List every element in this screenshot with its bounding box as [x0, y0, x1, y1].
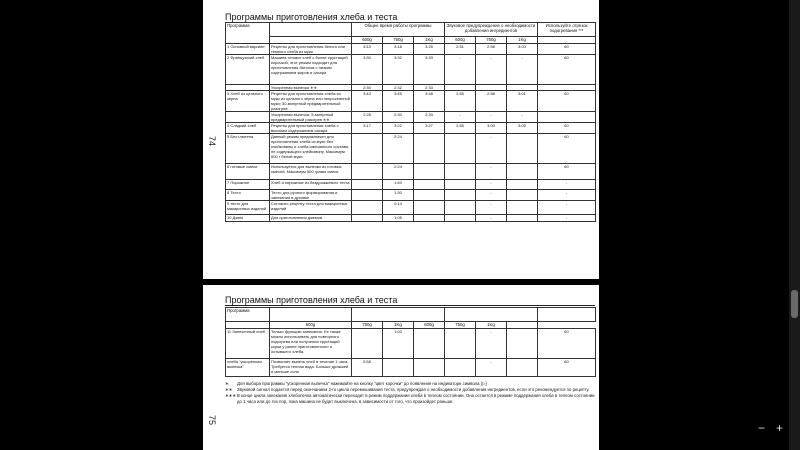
page-74 [203, 0, 599, 279]
table-row [226, 359, 596, 377]
size-header: 600g [445, 37, 476, 44]
program-description: Рецепты для приготовления белого или темного хлеба из муки [270, 44, 352, 55]
total-time-cell: 2:28 [352, 112, 383, 123]
beep-time-cell [445, 164, 476, 180]
total-time-cell: 2:32 [383, 85, 414, 91]
keep-warm-cell: - [538, 215, 596, 222]
keep-warm-cell: 60 [538, 329, 596, 359]
total-time-cell: 0:14 [383, 201, 414, 215]
size-header: 600g [352, 37, 383, 44]
beep-time-cell: - [476, 55, 507, 85]
program-name: 9 тесто для макаронных изделий [226, 201, 270, 215]
total-time-cell [414, 215, 445, 222]
beep-time-cell: - [476, 201, 507, 215]
beep-time-cell: - [445, 112, 476, 123]
beep-time-cell: 3:00 [476, 123, 507, 134]
header-empty [270, 37, 352, 44]
beep-time-cell: 2:55 [445, 123, 476, 134]
beep-time-cell: 3:01 [507, 91, 538, 112]
beep-time-cell: 2:58 [476, 91, 507, 112]
size-header: 750g [383, 37, 414, 44]
beep-time-cell [445, 329, 476, 359]
page-number: 74 [207, 135, 218, 147]
footnote [225, 393, 595, 405]
zoom-in-button[interactable]: + [776, 421, 784, 435]
total-time-cell: 3:17 [352, 123, 383, 134]
header-beep: Звуковое предупреждение о необходимости добавления ингредиентов [445, 23, 538, 37]
program-name: 7 Пирожное [226, 180, 270, 190]
table-row [226, 164, 596, 180]
beep-time-cell [445, 180, 476, 190]
beep-time-cell: - [476, 359, 507, 377]
scrollbar-thumb[interactable] [791, 290, 798, 318]
beep-time-cell: - [476, 215, 507, 222]
table-row [226, 91, 596, 112]
total-time-cell: 3:22 [383, 123, 414, 134]
size-header: 1Kg [414, 37, 445, 44]
size-header: 1Kg [383, 322, 414, 329]
program-description: Ускоренная выпечка ∗∗ [270, 85, 352, 91]
header-keep-warm: Используйте отрезок подогревания *** [538, 23, 596, 37]
total-time-cell: 1:40 [383, 180, 414, 190]
program-description: Рецепты для приготовления хлеба с высоким содержанием сахара [270, 123, 352, 134]
total-time-cell [352, 201, 383, 215]
beep-time-cell [445, 190, 476, 201]
beep-time-cell [445, 134, 476, 164]
program-table [225, 22, 596, 222]
total-time-cell: 2:30 [383, 112, 414, 123]
table-row [226, 201, 596, 215]
vertical-scrollbar[interactable] [789, 0, 800, 450]
beep-time-cell: - [476, 164, 507, 180]
program-name [226, 112, 270, 123]
page-75 [203, 285, 599, 450]
table-row [226, 329, 596, 359]
beep-time-cell: - [507, 112, 538, 123]
total-time-cell: 3:18 [383, 44, 414, 55]
total-time-cell: 0:58 [352, 359, 383, 377]
total-time-cell [414, 134, 445, 164]
total-time-cell [352, 190, 383, 201]
header-program: Программа [226, 23, 270, 44]
beep-time-cell: - [476, 180, 507, 190]
total-time-cell [383, 359, 414, 377]
keep-warm-cell: 60 [538, 359, 596, 377]
beep-time-cell: - [507, 55, 538, 85]
beep-time-cell [507, 134, 538, 164]
program-description: Данный режим предназначен для приготовления хлеба из муки без клейковины и хлеба смешанного состава, не содержащего клейковину. Максимум 600 г белой муки [270, 134, 352, 164]
total-time-cell: 1:00 [383, 329, 414, 359]
size-header: 750g [476, 37, 507, 44]
keep-warm-cell [538, 112, 596, 123]
total-time-cell [414, 329, 445, 359]
program-description: Позволяет выпечь хлеб в течение 1 часа. Требуется теплая вода. Больше дрожжей и меньше соли [270, 359, 352, 377]
beep-time-cell [445, 201, 476, 215]
total-time-cell [352, 134, 383, 164]
footnote-mark: ∗ [225, 381, 229, 386]
keep-warm-cell: 60 [538, 91, 596, 112]
keep-warm-cell: 60 [538, 55, 596, 85]
program-description: Хлеб и пирожные из бездрожжевого теста [270, 180, 352, 190]
table-row [226, 215, 596, 222]
total-time-cell [414, 190, 445, 201]
beep-time-cell [507, 201, 538, 215]
header-empty [445, 308, 538, 322]
program-name: 8 Тесто [226, 190, 270, 201]
program-description: Согласно рецепту теста для макаронных изделий [270, 201, 352, 215]
footnote-mark: ∗∗ [225, 387, 233, 392]
page-number: 75 [207, 414, 218, 426]
keep-warm-cell: - [538, 180, 596, 190]
total-time-cell: 2:24 [383, 164, 414, 180]
beep-time-cell: 2:55 [445, 91, 476, 112]
beep-time-cell: - [476, 329, 507, 359]
header-empty [270, 308, 352, 322]
beep-time-cell [445, 359, 476, 377]
total-time-cell: 3:43 [352, 91, 383, 112]
footnote-mark: ∗∗∗ [225, 393, 236, 398]
total-time-cell [414, 359, 445, 377]
beep-time-cell [507, 164, 538, 180]
program-name: 10 Джем [226, 215, 270, 222]
beep-time-cell [507, 180, 538, 190]
header-program: Программа [226, 308, 270, 322]
zoom-out-button[interactable]: − [758, 421, 766, 435]
program-name: хлеба "ускоренная выпечка" [226, 359, 270, 377]
total-time-cell [352, 164, 383, 180]
table-row [226, 44, 596, 55]
program-name: 2 Французский хлеб [226, 55, 270, 85]
total-time-cell [352, 215, 383, 222]
total-time-cell: 3:30 [352, 55, 383, 85]
beep-time-cell [507, 215, 538, 222]
keep-warm-cell: - [538, 201, 596, 215]
size-header: 1Kg [507, 37, 538, 44]
beep-time-cell: - [476, 112, 507, 123]
beep-time-cell [507, 359, 538, 377]
header-total-time: Общее время работы программы [352, 23, 445, 37]
program-description: Для приготовления джемов. [270, 215, 352, 222]
total-time-cell: 3:32 [383, 55, 414, 85]
program-name: 6 готовые смеси [226, 164, 270, 180]
beep-time-cell: 2:56 [476, 44, 507, 55]
program-description: Тесто для ручного формирования и запекания в духовке [270, 190, 352, 201]
total-time-cell: 2:30 [352, 85, 383, 91]
program-name: 5 Без глютена [226, 134, 270, 164]
footnotes [225, 381, 595, 405]
beep-time-cell: 2:51 [445, 44, 476, 55]
header-empty [507, 322, 538, 329]
footnote-text: В конце цикла запекания хлебопечка автоматически переходит в режим поддержания хлеба в теплом состоянии. Она остается в режиме поддержания хлеба в теплом состоянии до 1 часа или до тех пор, пока машина не будет выключена, в зависимости от того, что произойдет раньше. [237, 393, 595, 404]
footnote-text: Звуковой сигнал подается перед окончанием 2-го цикла перемешивания теста, предупреждая о необходимости добавления ингредиентов, если это рекомендуется по рецепту. [237, 387, 590, 392]
program-description: Ускоренная выпечка; 5-минутный предварительный разогрев ∗∗ [270, 112, 352, 123]
size-header: 750g [445, 322, 476, 329]
beep-time-cell [445, 215, 476, 222]
footnote-text: Для выбора программы "ускоренная выпечка" нажимайте на кнопку "цвет корочки" до появления на индикаторе символа (▷) [237, 381, 487, 386]
program-description: Рецепты для приготовления хлеба из муки из цельного зерна или непросеянной муки; 30-минутный предварительный разогрев [271, 91, 350, 111]
beep-time-cell [507, 190, 538, 201]
total-time-cell: 3:25 [414, 44, 445, 55]
total-time-cell [414, 164, 445, 180]
beep-time-cell: 3:03 [507, 44, 538, 55]
size-header: 600g [414, 322, 445, 329]
total-time-cell: 2:33 [414, 112, 445, 123]
beep-time-cell: - [476, 134, 507, 164]
page-title: Программы приготовления хлеба и теста [225, 295, 595, 306]
program-table [225, 307, 596, 377]
program-name: 3 Хлеб из цельного зерна [226, 91, 270, 112]
total-time-cell [352, 329, 383, 359]
table-row [226, 123, 596, 134]
header-empty [538, 308, 596, 322]
header-empty [352, 308, 445, 322]
total-time-cell [352, 180, 383, 190]
total-time-cell: 3:13 [352, 44, 383, 55]
beep-time-cell [507, 329, 538, 359]
keep-warm-cell: 60 [538, 134, 596, 164]
table-row [226, 112, 596, 123]
table-row [226, 190, 596, 201]
header-empty [226, 322, 270, 329]
program-description: Только функцию запекания. Ее также можно использовать для повторного подогрева или получения хрустящей корки у ранее приготовленного и остывшего хлеба. [270, 329, 352, 359]
total-time-cell: 1:05 [383, 215, 414, 222]
total-time-cell: 2:24 [383, 134, 414, 164]
beep-time-cell: - [445, 55, 476, 85]
total-time-cell: 3:27 [414, 123, 445, 134]
total-time-cell: 2:33 [414, 85, 445, 91]
program-description: Машина готовит хлеб с более хрустящей корочкой, этот режим подходит для приготовления батонов с низким содержанием жиров и сахара [270, 55, 352, 85]
total-time-cell: 3:33 [414, 55, 445, 85]
table-row [226, 180, 596, 190]
keep-warm-cell: - [538, 190, 596, 201]
program-description: Используется для выпечки из готовых смесей. Максимум 500 грамм смеси [270, 164, 352, 180]
header-empty [538, 37, 596, 44]
beep-time-cell: - [476, 190, 507, 201]
size-header: 600g [270, 322, 352, 329]
total-time-cell: 3:48 [414, 91, 445, 112]
total-time-cell [414, 201, 445, 215]
table-row [226, 134, 596, 164]
page-title: Программы приготовления хлеба и теста [225, 12, 595, 23]
table-row [226, 55, 596, 85]
beep-time-cell: 3:05 [507, 123, 538, 134]
program-name: 1 Основной вариант [226, 44, 270, 55]
size-header: 750g [352, 322, 383, 329]
total-time-cell: 3:45 [383, 91, 414, 112]
total-time-cell: 1:30 [383, 190, 414, 201]
program-name: 11 Запеченный хлеб [226, 329, 270, 359]
keep-warm-cell: 60 [538, 164, 596, 180]
header-empty [270, 23, 352, 37]
keep-warm-cell: 60 [538, 123, 596, 134]
program-name: 4 Сладкий хлеб [226, 123, 270, 134]
size-header: 1Kg [476, 322, 507, 329]
keep-warm-cell: 60 [538, 44, 596, 55]
total-time-cell [414, 180, 445, 190]
